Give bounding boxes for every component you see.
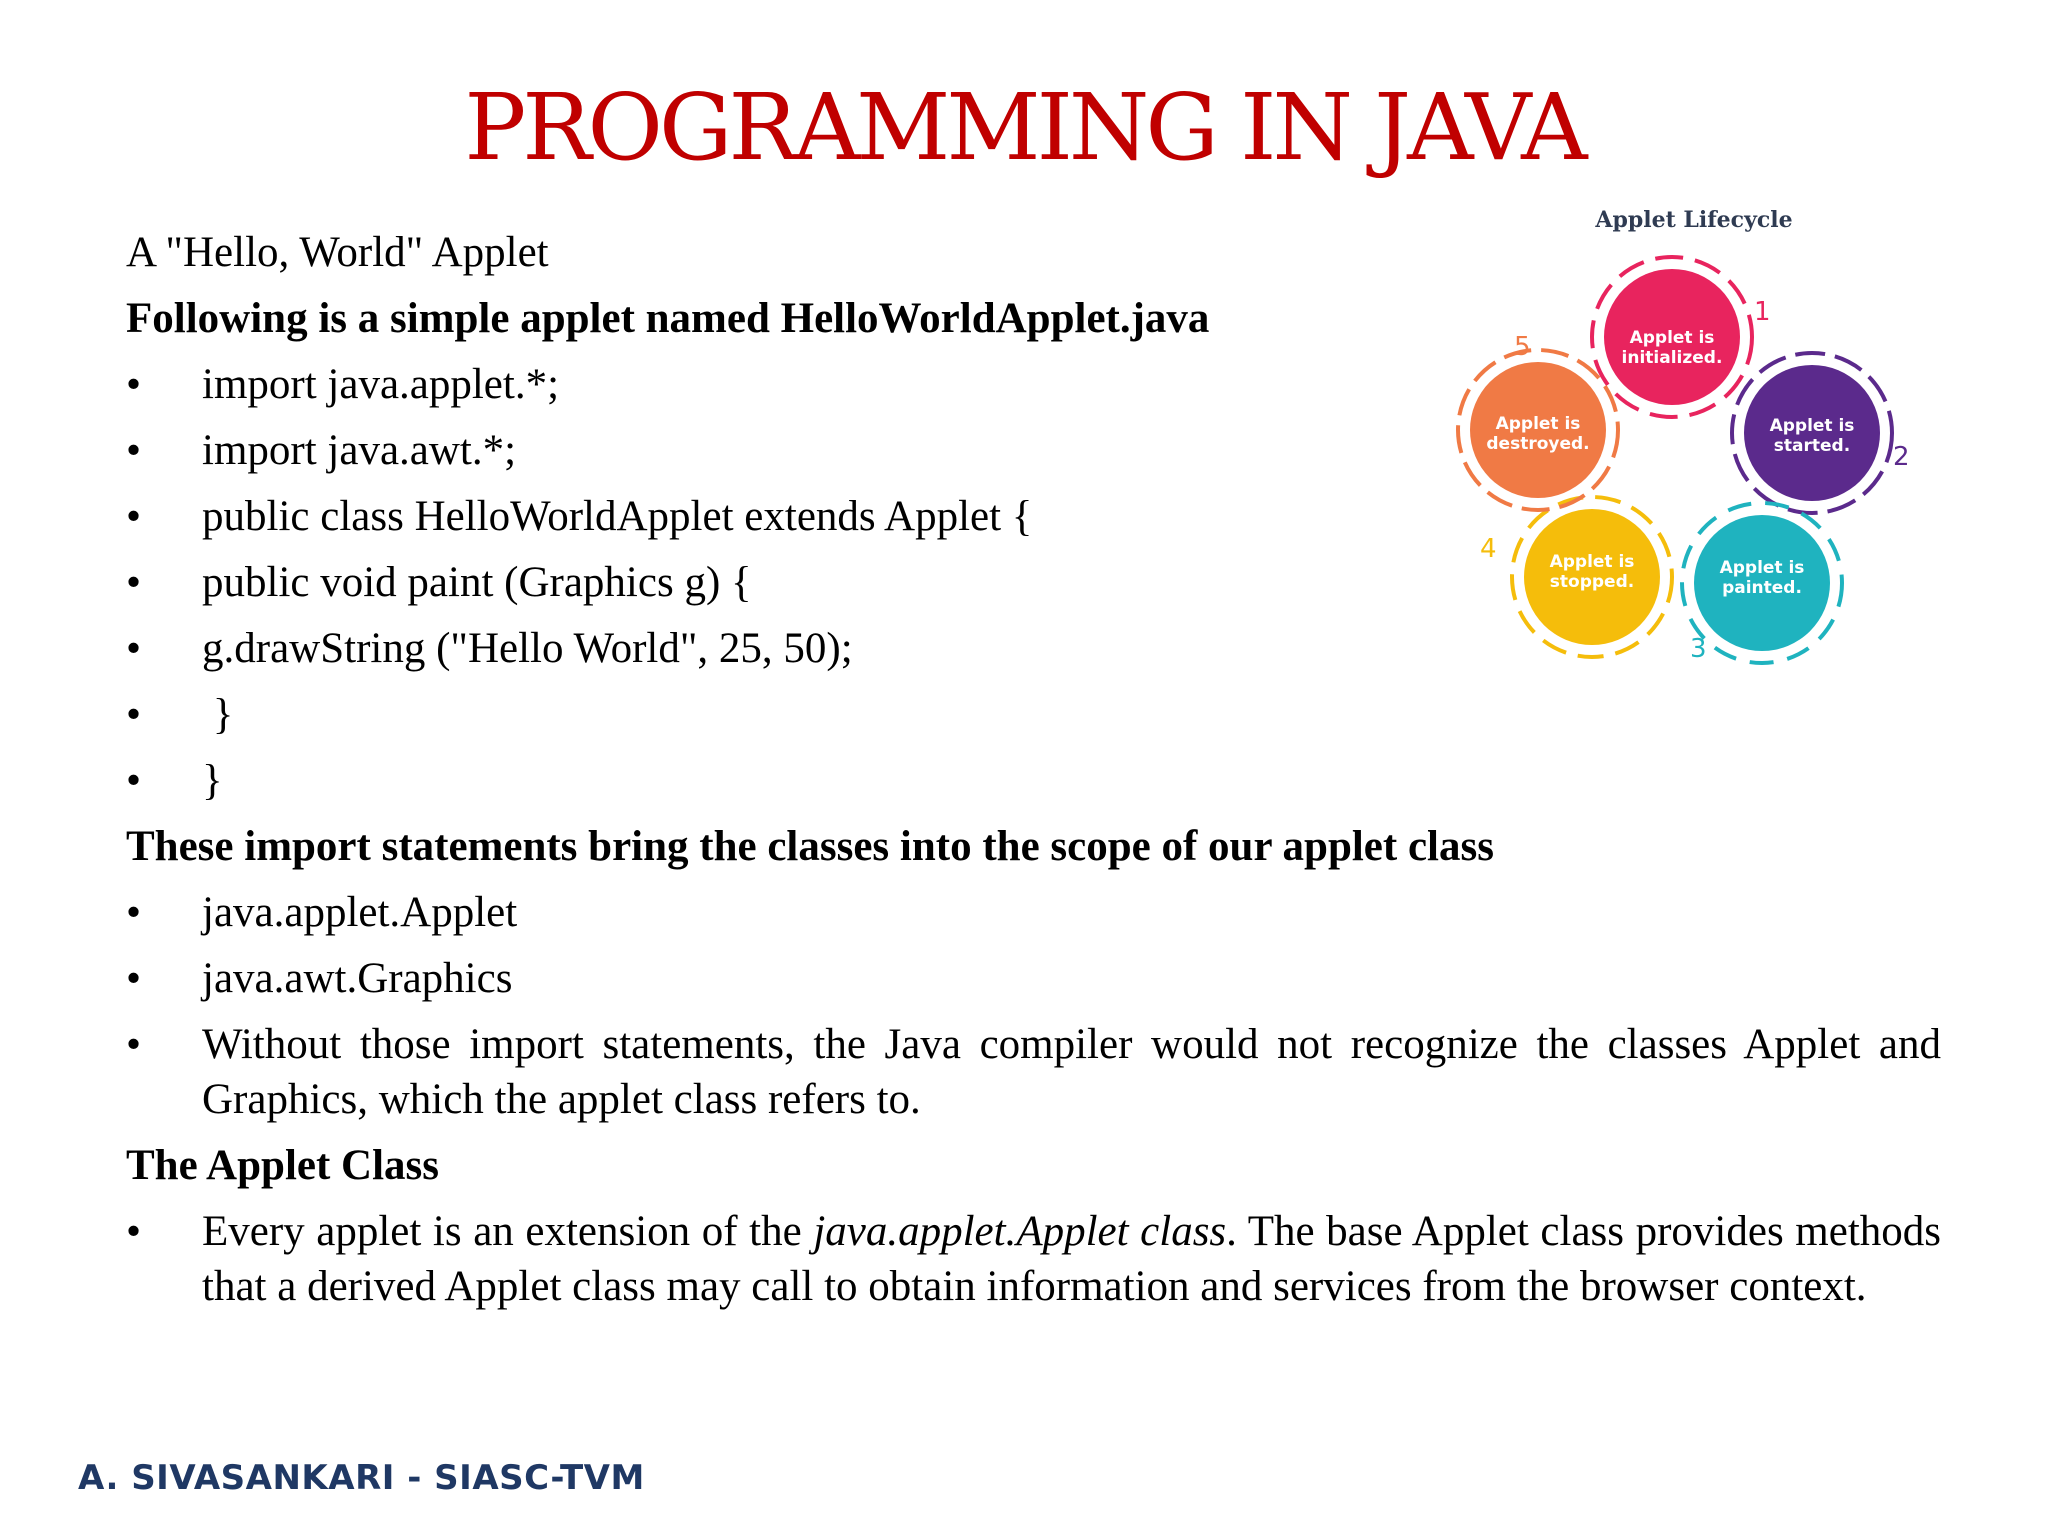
page-title: PROGRAMMING IN JAVA xyxy=(464,74,1584,181)
lifecycle-stage-5 xyxy=(1458,332,1618,510)
list-item xyxy=(126,1199,1941,1320)
stage-number-5: 5 xyxy=(1514,332,1531,362)
import-list xyxy=(126,880,1941,1133)
lifecycle-title: Applet Lifecycle xyxy=(1595,207,1793,233)
code-line: } xyxy=(202,691,234,738)
bullet-marker: • xyxy=(126,625,142,672)
bullet-marker: • xyxy=(126,1208,142,1255)
applet-class-text-after: . The base Applet class provides methods that a derived Applet class may call to obtain information and services from the browser context. xyxy=(202,1208,1942,1310)
import-item: java.awt.Graphics xyxy=(202,955,513,1002)
stage-number-4: 4 xyxy=(1480,534,1497,564)
intro-heading: Following is a simple applet named HelloWorldApplet.java xyxy=(126,295,1210,342)
stage-number-2: 2 xyxy=(1893,442,1910,472)
code-line: public class HelloWorldApplet extends Applet { xyxy=(202,493,1033,540)
stage-label-1a: Applet is xyxy=(1629,328,1715,348)
code-line: import java.applet.*; xyxy=(202,361,560,408)
stage-label-2a: Applet is xyxy=(1769,416,1855,436)
list-item xyxy=(126,880,1941,946)
stage-label-1b: initialized. xyxy=(1621,348,1723,368)
applet-class-heading: The Applet Class xyxy=(126,1142,440,1189)
applet-class-text-italic: java.applet.Applet class xyxy=(813,1208,1227,1255)
stage-label-4a: Applet is xyxy=(1549,552,1635,572)
list-item xyxy=(126,1012,1941,1133)
bullet-marker: • xyxy=(126,889,142,936)
code-line: } xyxy=(202,757,223,804)
stage-label-5b: destroyed. xyxy=(1486,434,1590,454)
stage-label-2b: started. xyxy=(1773,436,1851,456)
list-item xyxy=(126,748,1941,814)
stage-label-5a: Applet is xyxy=(1495,414,1581,434)
lifecycle-stage-2 xyxy=(1732,353,1910,513)
import-note: Without those import statements, the Java compiler would not recognize the classes Applet and Graphics, which the applet class refers to. xyxy=(202,1021,1941,1123)
lifecycle-stage-3 xyxy=(1682,503,1842,664)
code-line: public void paint (Graphics g) { xyxy=(202,559,752,606)
stage-label-4b: stopped. xyxy=(1549,572,1635,592)
applet-lifecycle-diagram xyxy=(1420,195,1910,715)
bullet-marker: • xyxy=(126,955,142,1002)
bullet-marker: • xyxy=(126,559,142,606)
applet-class-text-before: Every applet is an extension of the xyxy=(202,1208,814,1255)
stage-number-3: 3 xyxy=(1690,634,1707,664)
bullet-marker: • xyxy=(126,757,142,804)
import-heading: These import statements bring the classes into the scope of our applet class xyxy=(126,823,1494,870)
bullet-marker: • xyxy=(126,1021,142,1068)
footer-author: A. SIVASANKARI - SIASC-TVM xyxy=(78,1458,645,1498)
bullet-marker: • xyxy=(126,361,142,408)
bullet-marker: • xyxy=(126,427,142,474)
code-line: import java.awt.*; xyxy=(202,427,517,474)
code-line: g.drawString ("Hello World", 25, 50); xyxy=(202,625,853,672)
list-item xyxy=(126,946,1941,1012)
stage-label-3a: Applet is xyxy=(1719,558,1805,578)
stage-label-3b: painted. xyxy=(1722,578,1802,598)
bullet-marker: • xyxy=(126,691,142,738)
import-item: java.applet.Applet xyxy=(202,889,518,936)
lifecycle-stage-4 xyxy=(1480,497,1672,657)
stage-number-1: 1 xyxy=(1754,297,1771,327)
subtitle: A "Hello, World" Applet xyxy=(126,229,549,276)
bullet-marker: • xyxy=(126,493,142,540)
